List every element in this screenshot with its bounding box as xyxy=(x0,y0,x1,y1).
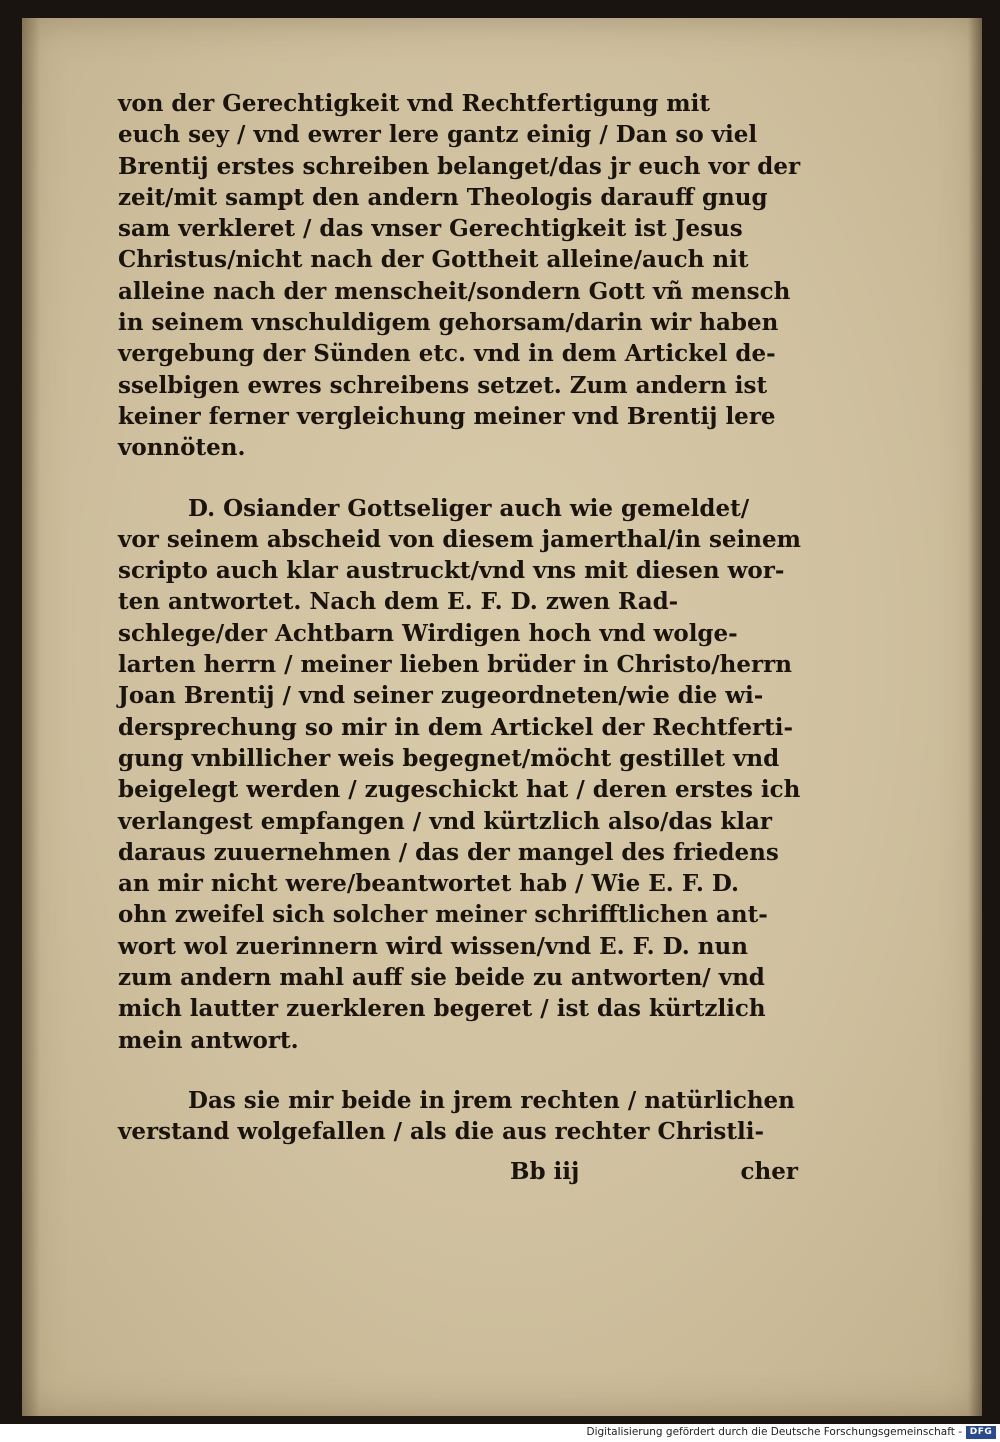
text-line: wort wol zuerinnern wird wissen/vnd E. F. D. nun xyxy=(118,932,748,960)
text-line: sam verkleret / das vnser Gerechtigkeit ist Jesus xyxy=(118,215,743,243)
signature-mark: Bb iij xyxy=(510,1158,580,1185)
page-edge-shadow xyxy=(968,18,982,1416)
text-line: vor seinem abscheid von diesem jamerthal/in seinem xyxy=(118,525,801,553)
text-line: Das sie mir beide in jrem rechten / natürlichen xyxy=(188,1086,795,1114)
text-line: gung vnbillicher weis begegnet/möcht gestillet vnd xyxy=(118,744,780,772)
text-line: dersprechung so mir in dem Artickel der Rechtferti- xyxy=(118,713,794,741)
paragraph-gap xyxy=(118,464,798,493)
text-line: verstand wolgefallen / als die aus rechter Christli- xyxy=(118,1118,765,1146)
text-line: daraus zuuernehmen / das der mangel des friedens xyxy=(118,838,779,866)
page-text xyxy=(118,88,801,1148)
text-line: schlege/der Achtbarn Wirdigen hoch vnd wolge- xyxy=(118,619,738,647)
text-line: verlangest empfangen / vnd kürtzlich also/das klar xyxy=(118,807,773,835)
page-gutter-shadow xyxy=(22,18,40,1416)
funding-notice: Digitalisierung gefördert durch die Deutsche Forschungsgemeinschaft - xyxy=(586,1426,962,1438)
page-foot-line xyxy=(118,1158,798,1190)
paragraph-gap xyxy=(118,1056,798,1085)
text-line: beigelegt werden / zugeschickt hat / deren erstes ich xyxy=(118,776,801,804)
text-line: ohn zweifel sich solcher meiner schrifftlichen ant- xyxy=(118,901,768,929)
text-line: Brentij erstes schreiben belanget/das jr euch vor der xyxy=(118,152,801,180)
text-line: zum andern mahl auff sie beide zu antworten/ vnd xyxy=(118,964,765,992)
text-line: zeit/mit sampt den andern Theologis darauff gnug xyxy=(118,183,768,211)
text-line: euch sey / vnd ewrer lere gantz einig / Dan so viel xyxy=(118,121,758,149)
text-line: vonnöten. xyxy=(118,434,246,462)
text-line: larten herrn / meiner lieben brüder in Christo/herrn xyxy=(118,651,792,679)
text-line: von der Gerechtigkeit vnd Rechtfertigung mit xyxy=(118,90,711,117)
catchword: cher xyxy=(740,1158,798,1185)
text-line: mich lautter zuerkleren begeret / ist das kürtzlich xyxy=(118,995,766,1023)
text-line: in seinem vnschuldigem gehorsam/darin wir haben xyxy=(118,309,779,337)
text-line: vergebung der Sünden etc. vnd in dem Artickel de- xyxy=(118,340,776,368)
footer-bar xyxy=(0,1424,1000,1442)
dfg-logo-icon[interactable]: DFG xyxy=(966,1426,996,1439)
text-line: an mir nicht were/beantwortet hab / Wie E. F. D. xyxy=(118,870,739,898)
text-line: keiner ferner vergleichung meiner vnd Brentij lere xyxy=(118,402,776,430)
text-line: mein antwort. xyxy=(118,1026,299,1054)
text-line: alleine nach der menscheit/sondern Gott vñ mensch xyxy=(118,277,791,305)
text-line: Joan Brentij / vnd seiner zugeordneten/wie die wi- xyxy=(118,682,764,710)
text-line: Christus/nicht nach der Gottheit alleine/auch nit xyxy=(118,246,749,274)
text-line: scripto auch klar austruckt/vnd vns mit diesen wor- xyxy=(118,557,785,585)
text-line: D. Osiander Gottseliger auch wie gemeldet/ xyxy=(188,494,750,522)
text-line: sselbigen ewres schreibens setzet. Zum andern ist xyxy=(118,371,768,399)
text-line: ten antwortet. Nach dem E. F. D. zwen Rad- xyxy=(118,588,679,616)
book-page xyxy=(22,18,982,1416)
